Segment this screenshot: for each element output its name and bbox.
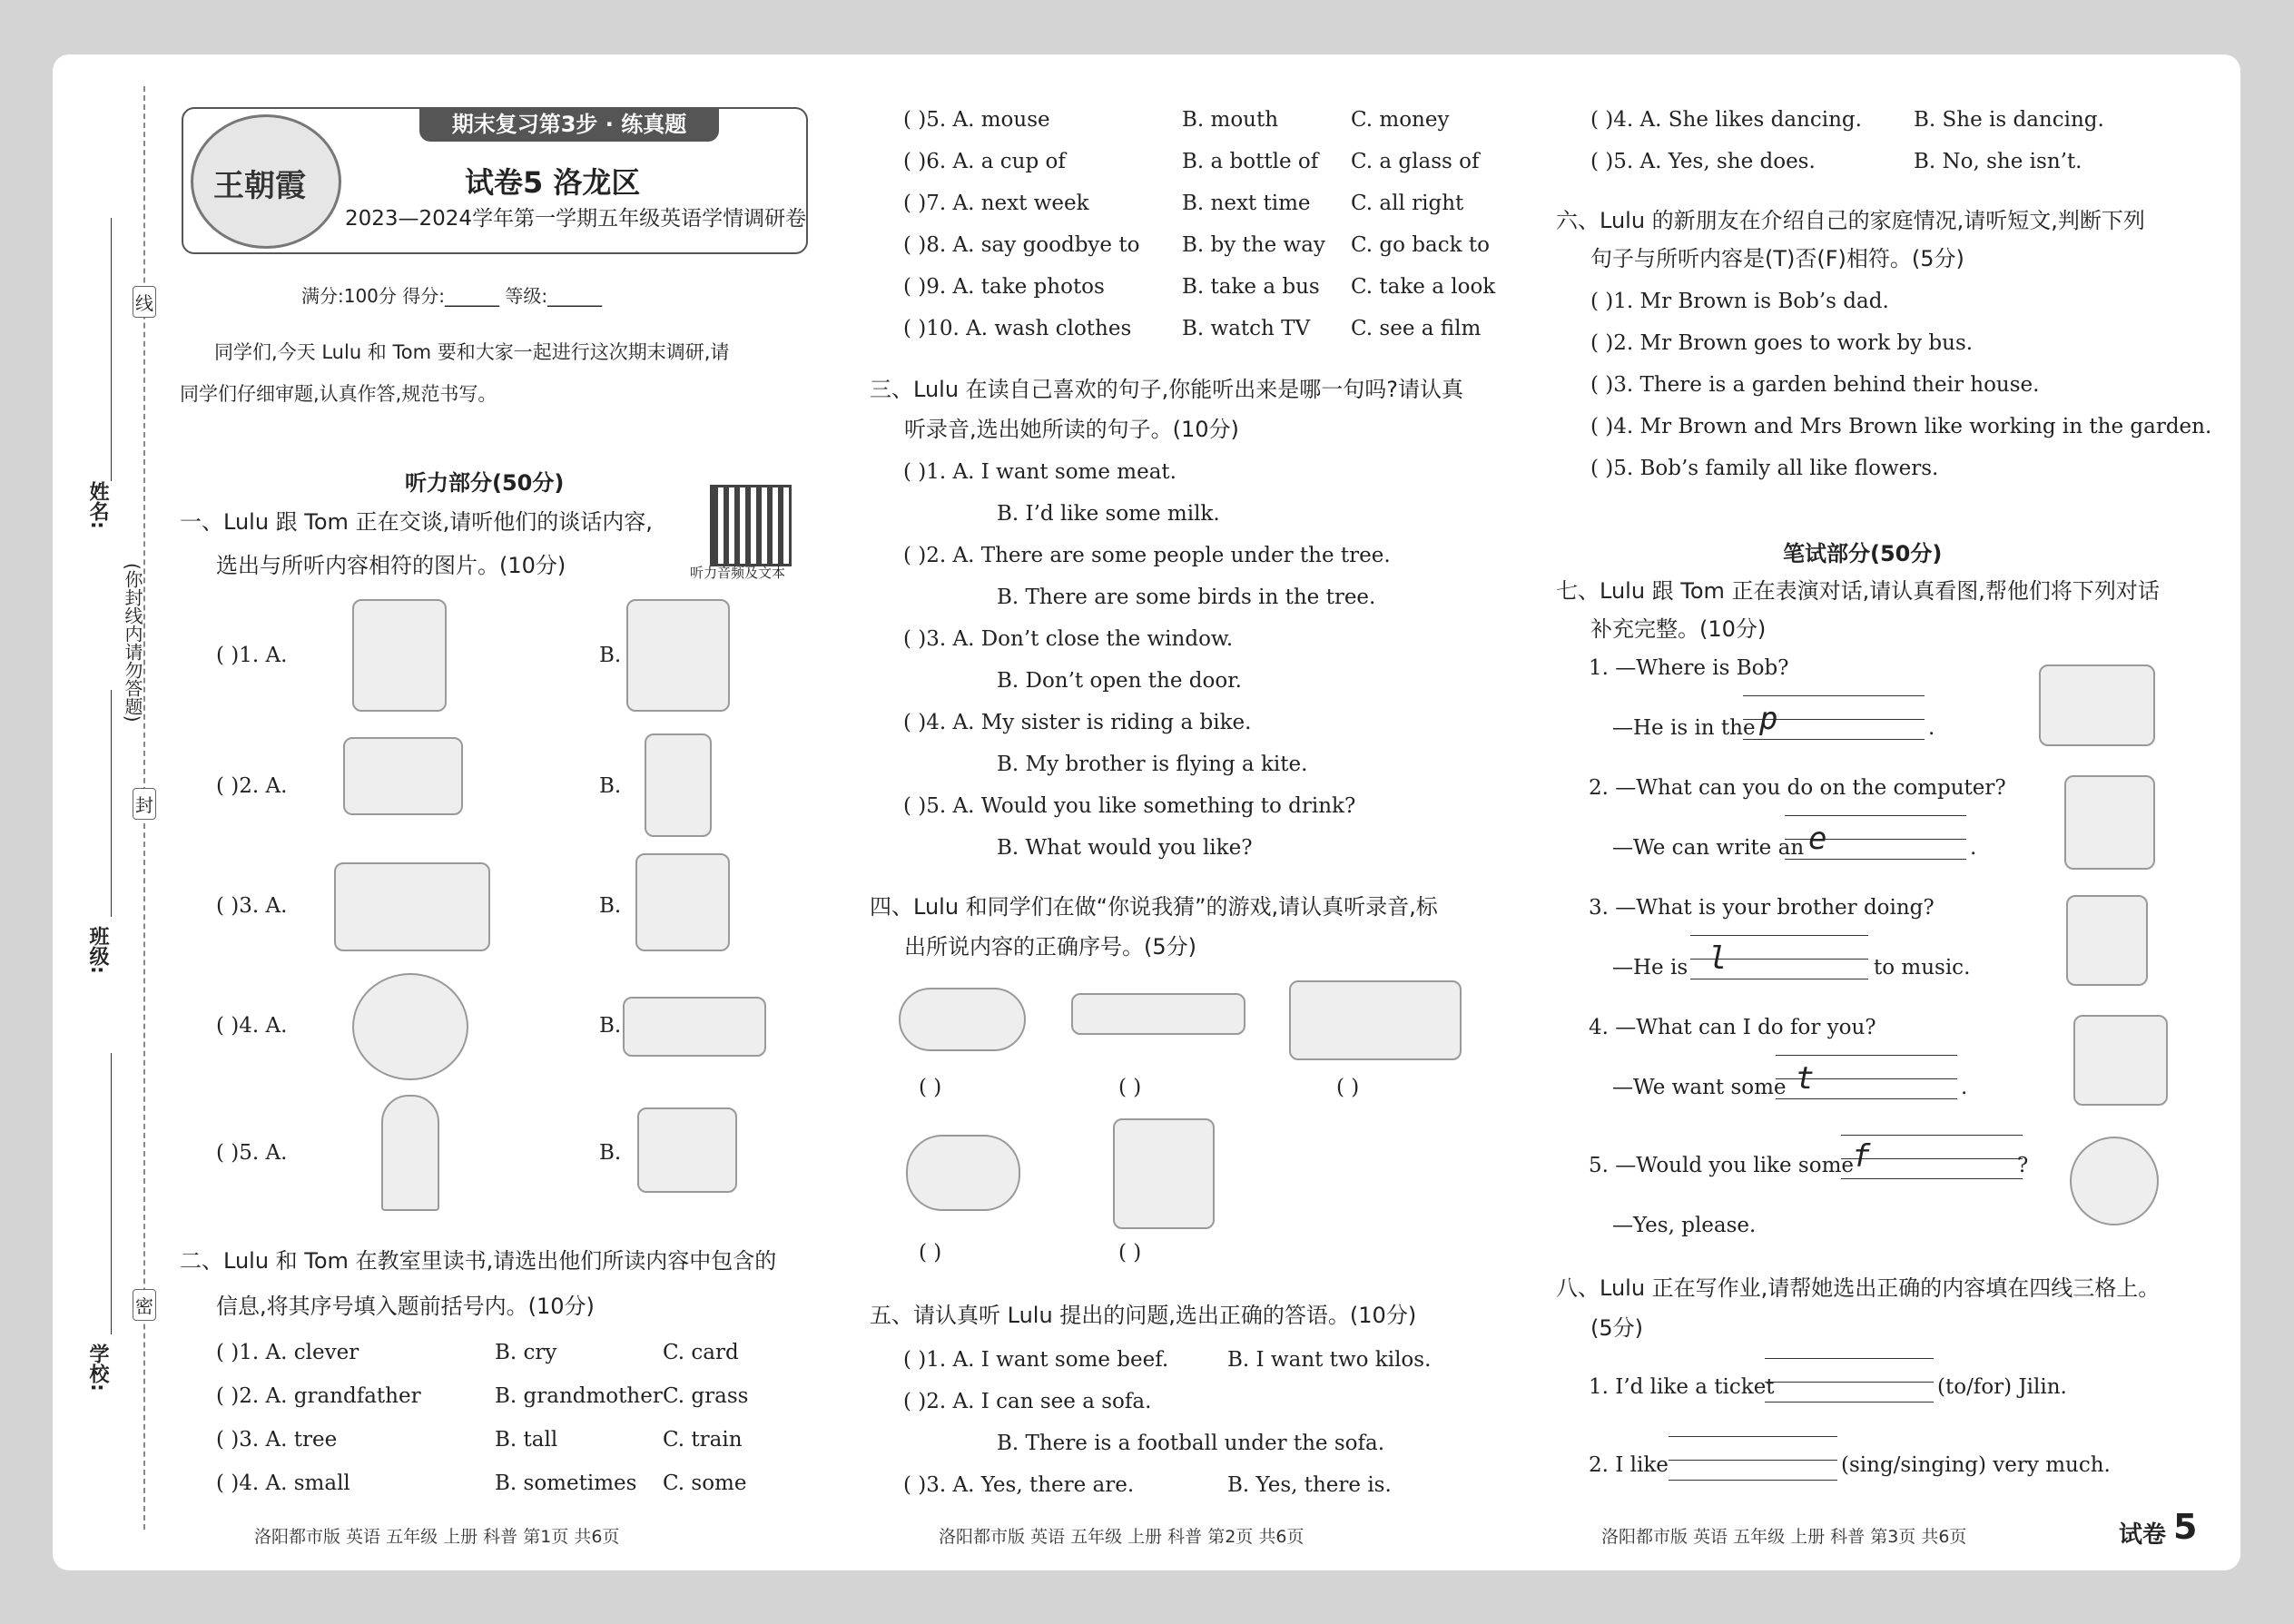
playground-image xyxy=(2039,664,2155,746)
sec7-q5: 5. —Would you like some xyxy=(1589,1154,1854,1177)
sec7-q3: 3. —What is your brother doing? xyxy=(1589,896,1935,920)
logo xyxy=(191,114,341,249)
sec8-item-2-post: (sing/singing) very much. xyxy=(1841,1453,2111,1477)
paper-subtitle: 2023—2024学年第一学期五年级英语学情调研卷 xyxy=(345,207,807,231)
sec1-title-1: 一、Lulu 跟 Tom 正在交谈,请听他们的谈话内容, xyxy=(180,509,653,535)
sec2-item-4-c: C. some xyxy=(663,1471,747,1495)
sec6-title-1: 六、Lulu 的新朋友在介绍自己的家庭情况,请听短文,判断下列 xyxy=(1556,208,2145,233)
paper-tag: 试卷 xyxy=(2119,1521,2167,1549)
sec2-item-2-c: C. grass xyxy=(663,1384,749,1408)
sec2-item-5-c: C. money xyxy=(1351,108,1450,132)
sec7-end4: . xyxy=(1961,1076,1968,1099)
sec2-item-5[interactable]: ( )5. A. mouse xyxy=(903,108,1050,132)
cat-on-table-image xyxy=(334,862,490,951)
sec2-item-2[interactable]: ( )2. A. grandfather xyxy=(216,1384,421,1408)
swimming-image xyxy=(343,737,463,815)
sec3-item-4-a[interactable]: ( )4. A. My sister is riding a bike. xyxy=(903,711,1252,734)
sec2-item-10[interactable]: ( )10. A. wash clothes xyxy=(903,317,1132,340)
sec8-line2-top xyxy=(1669,1436,1837,1437)
sec3-title-1: 三、Lulu 在读自己喜欢的句子,你能听出来是哪一句吗?请认真 xyxy=(870,377,1464,402)
sec2-item-7-b: B. next time xyxy=(1182,192,1311,215)
sec1-item-5[interactable]: ( )5. A. xyxy=(216,1141,288,1165)
sec6-item-5[interactable]: ( )5. Bob’s family all like flowers. xyxy=(1590,457,1939,480)
sec5-item-3-a[interactable]: ( )3. A. Yes, there are. xyxy=(903,1473,1135,1497)
class-label: 班级: xyxy=(86,926,109,974)
sec2-item-6-b: B. a bottle of xyxy=(1182,150,1319,173)
sec3-item-5-a[interactable]: ( )5. A. Would you like something to drink? xyxy=(903,794,1356,818)
cake-image xyxy=(637,1107,737,1193)
school-field[interactable] xyxy=(111,1053,112,1334)
sec4-title-2: 出所说内容的正确序号。(5分) xyxy=(904,934,1196,960)
sec2-title-2: 信息,将其序号填入题前括号内。(10分) xyxy=(216,1294,595,1319)
sec1-item-1[interactable]: ( )1. A. xyxy=(216,644,288,667)
sec7-line4-top xyxy=(1776,1055,1957,1056)
sec3-item-2-a[interactable]: ( )2. A. There are some people under the tree. xyxy=(903,544,1391,567)
sec3-item-1-a[interactable]: ( )1. A. I want some meat. xyxy=(903,460,1177,484)
footer-page-1: 洛阳都市版 英语 五年级 上册 科普 第1页 共6页 xyxy=(254,1527,620,1547)
class-field[interactable] xyxy=(111,690,112,917)
sec2-item-1-b: B. cry xyxy=(495,1341,557,1364)
sec1-item-5-b[interactable]: B. xyxy=(599,1141,622,1165)
sec7-a4: —We want some xyxy=(1612,1076,1787,1099)
sec2-item-9-b: B. take a bus xyxy=(1182,275,1320,299)
sec7-hint-3: l xyxy=(1708,940,1728,977)
sec8-line2-mid xyxy=(1669,1460,1837,1461)
sec3-item-1-b: B. I’d like some milk. xyxy=(997,502,1220,526)
sec4-blank-3[interactable]: ( ) xyxy=(1336,1076,1360,1099)
sec2-item-8[interactable]: ( )8. A. say goodbye to xyxy=(903,233,1140,257)
sec3-item-3-b: B. Don’t open the door. xyxy=(997,669,1242,693)
sec5-item-5-a[interactable]: ( )5. A. Yes, she does. xyxy=(1590,150,1816,173)
qr-code[interactable] xyxy=(710,485,792,566)
sec4-blank-1[interactable]: ( ) xyxy=(919,1076,942,1099)
step-label: 期末复习第3步 · 练真题 xyxy=(419,107,719,142)
sec1-item-4[interactable]: ( )4. A. xyxy=(216,1014,288,1038)
cat-in-box-image xyxy=(635,853,730,951)
sec3-item-2-b: B. There are some birds in the tree. xyxy=(997,586,1376,609)
sec7-hint-5: f xyxy=(1852,1138,1871,1175)
sec2-item-8-b: B. by the way xyxy=(1182,233,1325,257)
sec7-end5: ? xyxy=(2017,1154,2029,1177)
skating-girl-image xyxy=(645,733,712,837)
sec2-item-4-b: B. sometimes xyxy=(495,1471,637,1495)
sec2-title-1: 二、Lulu 和 Tom 在教室里读书,请选出他们所读内容中包含的 xyxy=(180,1248,777,1274)
sec2-item-7[interactable]: ( )7. A. next week xyxy=(903,192,1089,215)
sec7-a5: —Yes, please. xyxy=(1612,1214,1757,1237)
binding-char-line: 线 xyxy=(133,286,156,318)
sec2-item-6[interactable]: ( )6. A. a cup of xyxy=(903,150,1066,173)
paper-number: 5 xyxy=(2173,1507,2198,1547)
sec2-item-3-c: C. train xyxy=(663,1428,743,1452)
listening-title: 听力部分(50分) xyxy=(405,470,565,496)
sec7-line1-top xyxy=(1743,695,1925,696)
sec5-item-1-b: B. I want two kilos. xyxy=(1227,1348,1432,1372)
sec5-title: 五、请认真听 Lulu 提出的问题,选出正确的答语。(10分) xyxy=(870,1303,1417,1328)
tomatoes-box-image xyxy=(2073,1015,2168,1106)
sec8-input-2[interactable] xyxy=(1669,1480,1837,1481)
sec2-item-1[interactable]: ( )1. A. clever xyxy=(216,1341,359,1364)
sec7-q2: 2. —What can you do on the computer? xyxy=(1589,776,2006,800)
sec7-input-4[interactable] xyxy=(1776,1098,1957,1099)
logo-text: 王朝霞 xyxy=(213,168,306,204)
binding-char-secret: 密 xyxy=(133,1289,156,1321)
sec3-title-2: 听录音,选出她所读的句子。(10分) xyxy=(904,417,1239,442)
sec5-item-5-b: B. No, she isn’t. xyxy=(1914,150,2082,173)
sec2-item-3[interactable]: ( )3. A. tree xyxy=(216,1428,338,1452)
sec1-item-2-b[interactable]: B. xyxy=(599,774,622,798)
sec7-hint-1: p xyxy=(1759,701,1778,737)
sec8-line1-top xyxy=(1765,1358,1934,1359)
boy-basketball-image xyxy=(352,599,447,712)
sec2-item-5-b: B. mouth xyxy=(1182,108,1279,132)
sec1-item-4-b[interactable]: B. xyxy=(599,1014,622,1038)
sec6-title-2: 句子与所听内容是(T)否(F)相符。(5分) xyxy=(1590,246,1964,271)
intro-line-1: 同学们,今天 Lulu 和 Tom 要和大家一起进行这次期末调研,请 xyxy=(214,341,730,363)
potatoes-image xyxy=(899,988,1026,1051)
sec2-item-10-c: C. see a film xyxy=(1351,317,1482,340)
sec7-input-1[interactable] xyxy=(1743,739,1925,740)
score-line: 满分:100分 得分:______ 等级:______ xyxy=(301,285,603,307)
sec1-item-1-b[interactable]: B. xyxy=(599,644,622,667)
sec7-a2: —We can write an xyxy=(1612,836,1805,860)
sec7-line5-top xyxy=(1841,1135,2023,1136)
hamburgers-image xyxy=(352,973,468,1080)
sec7-q4: 4. —What can I do for you? xyxy=(1589,1016,1876,1039)
tableware-image xyxy=(1071,993,1245,1035)
sec7-hint-4: t xyxy=(1796,1060,1815,1097)
sec1-item-3-b[interactable]: B. xyxy=(599,894,622,918)
sec7-title-2: 补充完整。(10分) xyxy=(1590,616,1767,642)
roast-chicken-image xyxy=(906,1135,1020,1211)
sec2-item-3-b: B. tall xyxy=(495,1428,558,1452)
sec8-item-1-pre: 1. I’d like a ticket xyxy=(1589,1375,1775,1399)
sec7-end2: . xyxy=(1970,836,1977,860)
pomegranate-image xyxy=(2070,1137,2159,1225)
writing-title: 笔试部分(50分) xyxy=(1783,541,1943,566)
sec5-item-2-a[interactable]: ( )2. A. I can see a sofa. xyxy=(903,1390,1152,1413)
name-label: 姓名: xyxy=(86,481,109,529)
sec2-item-2-b: B. grandmother xyxy=(495,1384,663,1408)
sec4-title-1: 四、Lulu 和同学们在做“你说我猜”的游戏,请认真听录音,标 xyxy=(870,894,1438,920)
qr-caption: 听力音频及文本 xyxy=(690,565,786,581)
sec3-item-5-b: B. What would you like? xyxy=(997,836,1253,860)
school-label: 学校: xyxy=(86,1343,109,1392)
sec3-item-4-b: B. My brother is flying a kite. xyxy=(997,753,1308,776)
computer-image xyxy=(2064,775,2155,870)
sec3-item-3-a[interactable]: ( )3. A. Don’t close the window. xyxy=(903,627,1234,651)
sec8-item-1-post: (to/for) Jilin. xyxy=(1937,1375,2067,1399)
sec8-title-1: 八、Lulu 正在写作业,请帮她选出正确的内容填在四线三格上。 xyxy=(1556,1275,2161,1301)
sec8-input-1[interactable] xyxy=(1765,1402,1934,1403)
sec2-item-1-c: C. card xyxy=(663,1341,739,1364)
sec6-item-1[interactable]: ( )1. Mr Brown is Bob’s dad. xyxy=(1590,290,1889,313)
sec4-blank-2[interactable]: ( ) xyxy=(1118,1076,1142,1099)
sec4-blank-5[interactable]: ( ) xyxy=(1118,1241,1142,1265)
sec1-item-2[interactable]: ( )2. A. xyxy=(216,774,288,798)
boy-headphones-image xyxy=(2066,895,2148,986)
sec5-item-3-b: B. Yes, there is. xyxy=(1227,1473,1392,1497)
sec8-line1-mid xyxy=(1765,1382,1934,1383)
sec7-input-5[interactable] xyxy=(1841,1178,2023,1179)
shopping-girl-image xyxy=(1113,1118,1215,1229)
sec5-item-4-a[interactable]: ( )4. A. She likes dancing. xyxy=(1590,108,1862,132)
sec1-title-2: 选出与所听内容相符的图片。(10分) xyxy=(216,553,566,578)
footer-page-3: 洛阳都市版 英语 五年级 上册 科普 第3页 共6页 xyxy=(1601,1527,1967,1547)
sec4-blank-4[interactable]: ( ) xyxy=(919,1241,942,1265)
name-field[interactable] xyxy=(111,218,112,481)
sec8-title-2: (5分) xyxy=(1590,1315,1643,1341)
sec7-end1: . xyxy=(1928,716,1935,740)
sec2-item-8-c: C. go back to xyxy=(1351,233,1490,257)
sec7-a1: —He is in the xyxy=(1612,716,1756,740)
sec7-input-2[interactable] xyxy=(1785,859,1966,860)
sec2-item-9[interactable]: ( )9. A. take photos xyxy=(903,275,1105,299)
intro-line-2: 同学们仔细审题,认真作答,规范书写。 xyxy=(180,383,497,405)
ice-cream-image xyxy=(381,1095,439,1211)
sec7-q1: 1. —Where is Bob? xyxy=(1589,656,1789,680)
sec6-item-2[interactable]: ( )2. Mr Brown goes to work by bus. xyxy=(1590,331,1974,355)
sec7-hint-2: e xyxy=(1808,821,1827,857)
binding-note: (你封线内请勿答题) xyxy=(122,563,143,723)
sec7-title-1: 七、Lulu 跟 Tom 正在表演对话,请认真看图,帮他们将下列对话 xyxy=(1556,578,2160,604)
boy-football-image xyxy=(626,599,730,712)
sec7-line2-top xyxy=(1785,815,1966,816)
eggs-image xyxy=(623,997,766,1057)
sec2-item-10-b: B. watch TV xyxy=(1182,317,1311,340)
sec7-line3-top xyxy=(1690,935,1868,936)
binding-char-seal: 封 xyxy=(133,788,156,820)
sec2-item-4[interactable]: ( )4. A. small xyxy=(216,1471,350,1495)
sec7-a3: —He is xyxy=(1612,956,1689,979)
sec2-item-9-c: C. take a look xyxy=(1351,275,1496,299)
sec2-item-6-c: C. a glass of xyxy=(1351,150,1480,173)
sec2-item-7-c: C. all right xyxy=(1351,192,1464,215)
footer-page-2: 洛阳都市版 英语 五年级 上册 科普 第2页 共6页 xyxy=(939,1527,1305,1547)
table-tennis-image xyxy=(1289,980,1462,1060)
sec6-item-3[interactable]: ( )3. There is a garden behind their house. xyxy=(1590,373,2040,397)
sec6-item-4[interactable]: ( )4. Mr Brown and Mrs Brown like working in the garden. xyxy=(1590,415,2212,438)
sec5-item-4-b: B. She is dancing. xyxy=(1914,108,2104,132)
sec5-item-1-a[interactable]: ( )1. A. I want some beef. xyxy=(903,1348,1169,1372)
sec8-item-2-pre: 2. I like xyxy=(1589,1453,1669,1477)
sec1-item-3[interactable]: ( )3. A. xyxy=(216,894,288,918)
sec7-end3: to music. xyxy=(1874,956,1971,979)
paper-title: 试卷5 洛龙区 xyxy=(465,165,641,200)
sec5-item-2-b: B. There is a football under the sofa. xyxy=(997,1432,1385,1455)
